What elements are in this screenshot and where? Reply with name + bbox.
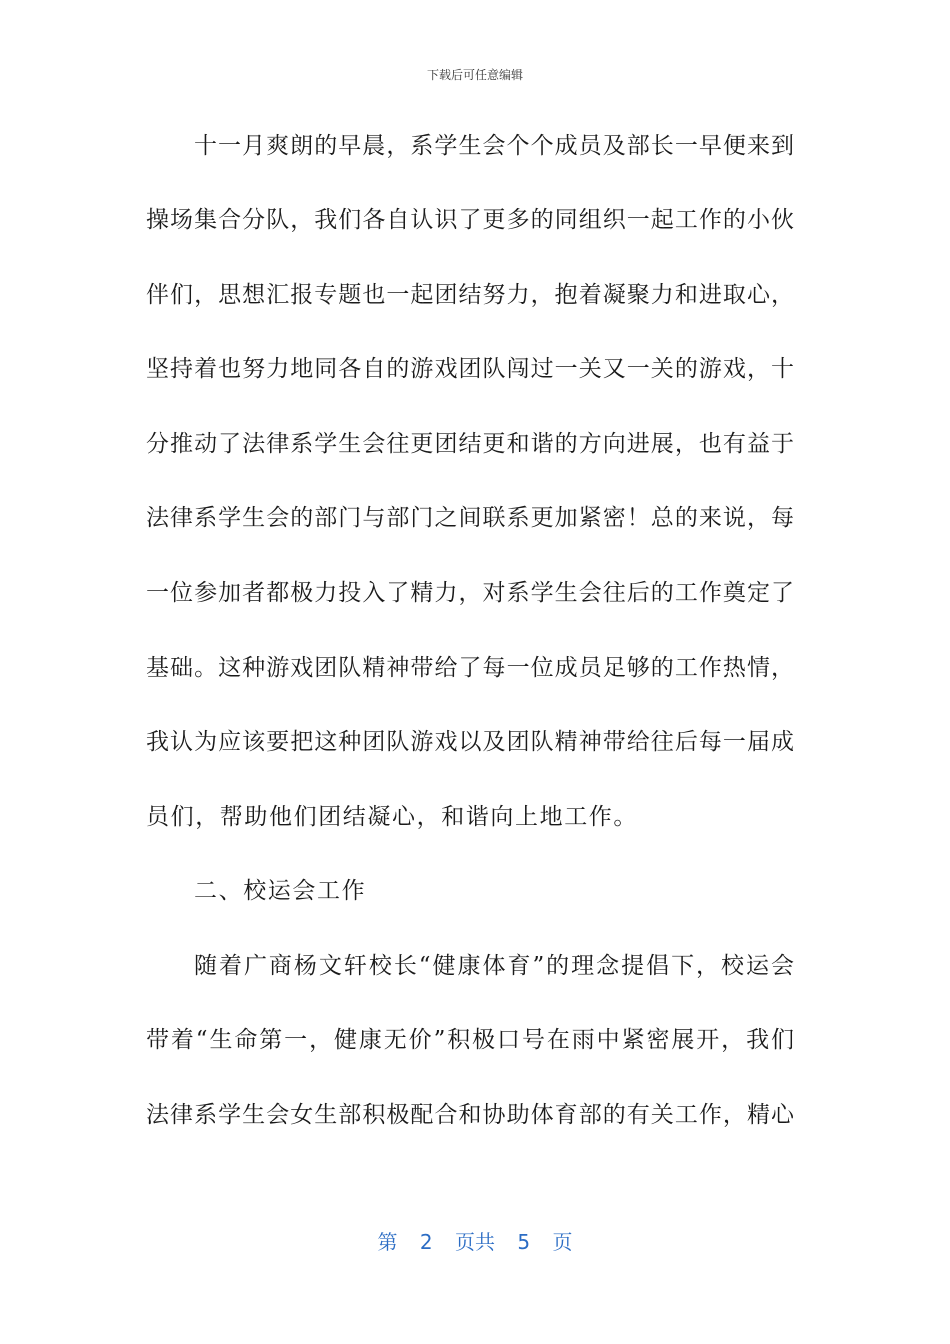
current-page-number: 2 [419, 1230, 433, 1254]
page-label-suffix: 页 [552, 1230, 573, 1254]
text-line-7: 一位参加者都极力投入了精力，对系学生会往后的工作奠定了 [146, 580, 794, 606]
text-line-3: 伴们，思想汇报专题也一起团结努力，抱着凝聚力和进取心， [146, 282, 794, 308]
page-label-prefix: 第 [377, 1230, 398, 1254]
text-line-12: 随着广商杨文轩校长“健康体育”的理念提倡下，校运会 [194, 953, 794, 979]
text-line-14: 法律系学生会女生部积极配合和协助体育部的有关工作，精心 [146, 1102, 794, 1128]
text-line-6: 法律系学生会的部门与部门之间联系更加紧密！总的来说，每 [146, 505, 794, 531]
text-line-1: 十一月爽朗的早晨，系学生会个个成员及部长一早便来到 [194, 133, 794, 159]
page-footer [0, 1226, 950, 1255]
text-line-2: 操场集合分队，我们各自认识了更多的同组织一起工作的小伙 [146, 207, 794, 233]
text-line-8: 基础。这种游戏团队精神带给了每一位成员足够的工作热情， [146, 655, 794, 681]
page-label-mid: 页共 [455, 1230, 495, 1254]
section-heading: 二、校运会工作 [194, 878, 367, 904]
text-line-10: 员们，帮助他们团结凝心，和谐向上地工作。 [146, 804, 638, 830]
text-line-5: 分推动了法律系学生会往更团结更和谐的方向进展，也有益于 [146, 431, 794, 457]
text-line-9: 我认为应该要把这种团队游戏以及团队精神带给往后每一届成 [146, 729, 794, 755]
text-line-4: 坚持着也努力地同各自的游戏团队闯过一关又一关的游戏，十 [146, 356, 794, 382]
text-line-13: 带着“生命第一，健康无价”积极口号在雨中紧密展开，我们 [146, 1027, 794, 1053]
header-note: 下载后可任意编辑 [426, 68, 523, 82]
total-pages-number: 5 [517, 1230, 531, 1254]
